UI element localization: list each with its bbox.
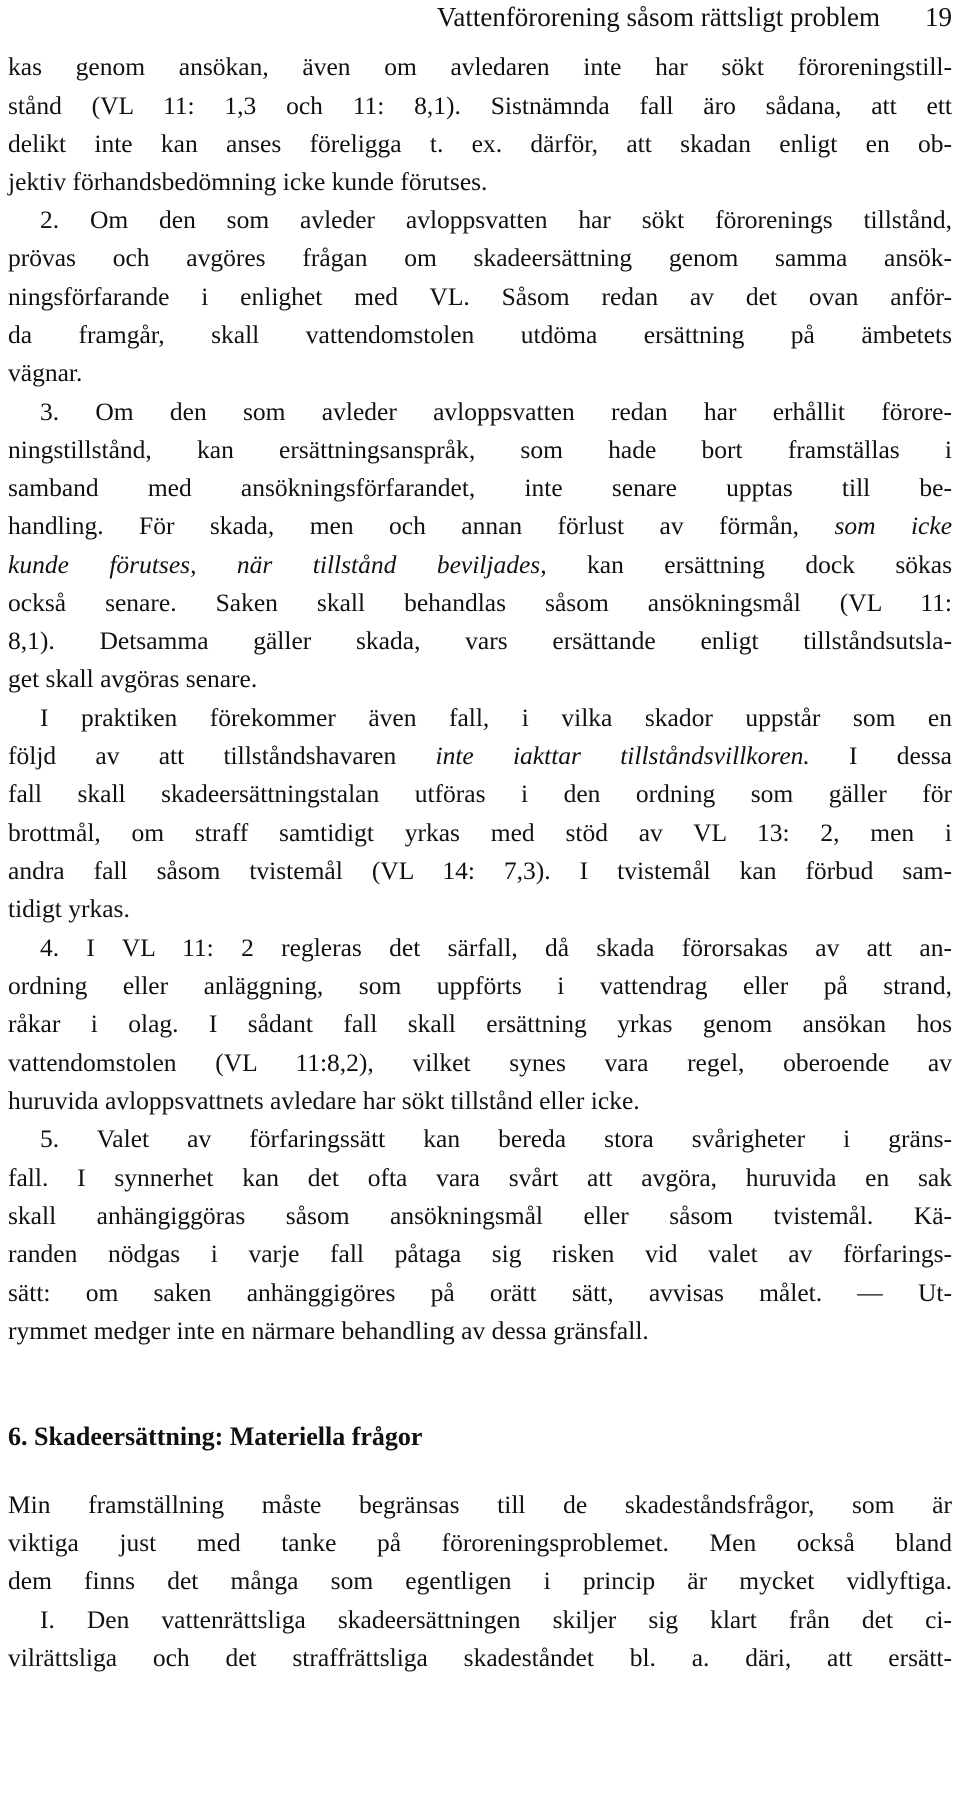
page-number: 19 — [925, 2, 952, 32]
body-line: jektiv förhandsbedömning icke kunde förutses. — [8, 167, 488, 196]
body-line: 4. I VL 11: 2 regleras det särfall, då skada förorsakas av att an- — [40, 933, 952, 962]
body-line — [8, 548, 952, 582]
section-heading: 6. Skadeersättning: Materiella frågor — [8, 1422, 423, 1451]
body-line: stånd (VL 11: 1,3 och 11: 8,1). Sistnämnda fall äro sådana, att ett — [8, 91, 952, 120]
body-line: delikt inte kan anses föreligga t. ex. därför, att skadan enligt en ob- — [8, 129, 952, 158]
body-line-text: handling. För skada, men och annan förlust av förmån, — [8, 511, 800, 540]
body-line-text: I dessa — [849, 741, 952, 770]
body-line: randen nödgas i varje fall påtaga sig risken vid valet av förfarings- — [8, 1239, 952, 1268]
body-line: I praktiken förekommer även fall, i vilka skador uppstår som en — [40, 703, 952, 732]
body-line: också senare. Saken skall behandlas såsom ansökningsmål (VL 11: — [8, 588, 952, 617]
body-line: huruvida avloppsvattnets avledare har sökt tillstånd eller icke. — [8, 1086, 640, 1115]
running-title: Vattenförorening såsom rättsligt problem — [436, 2, 880, 32]
body-line: tidigt yrkas. — [8, 894, 130, 923]
body-line: vägnar. — [8, 358, 83, 387]
body-line: rymmet medger inte en närmare behandling av dessa gränsfall. — [8, 1316, 649, 1345]
body-line: 5. Valet av förfaringssätt kan bereda stora svårigheter i gräns- — [40, 1124, 952, 1153]
italic-phrase: inte iakttar tillståndsvillkoren. — [435, 741, 810, 770]
body-line: I. Den vattenrättsliga skadeersättningen skiljer sig klart från det ci- — [40, 1605, 952, 1634]
body-line: vattendomstolen (VL 11:8,2), vilket synes vara regel, oberoende av — [8, 1048, 952, 1077]
body-line: fall. I synnerhet kan det ofta vara svårt att avgöra, huruvida en sak — [8, 1163, 952, 1192]
body-line-text: följd av att tillståndshavaren — [8, 741, 397, 770]
body-line-text: kan ersättning dock sökas — [587, 550, 952, 579]
body-line: ningsförfarande i enlighet med VL. Såsom redan av det ovan anför- — [8, 282, 952, 311]
body-line: prövas och avgöres frågan om skadeersättning genom samma ansök- — [8, 243, 952, 272]
body-line: get skall avgöras senare. — [8, 664, 258, 693]
body-line: brottmål, om straff samtidigt yrkas med stöd av VL 13: 2, men i — [8, 818, 952, 847]
body-line: skall anhängiggöras såsom ansökningsmål eller såsom tvistemål. Kä- — [8, 1201, 952, 1230]
body-line: da framgår, skall vattendomstolen utdöma ersättning på ämbetets — [8, 320, 952, 349]
body-line: ningstillstånd, kan ersättningsanspråk, som hade bort framställas i — [8, 435, 952, 464]
body-line: dem finns det många som egentligen i princip är mycket vidlyftiga. — [8, 1566, 952, 1595]
body-line: 2. Om den som avleder avloppsvatten har sökt förorenings tillstånd, — [40, 205, 952, 234]
body-line: råkar i olag. I sådant fall skall ersättning yrkas genom ansökan hos — [8, 1009, 952, 1038]
body-line: 3. Om den som avleder avloppsvatten redan har erhållit förore- — [40, 397, 952, 426]
body-line: Min framställning måste begränsas till de skadeståndsfrågor, som är — [8, 1490, 952, 1519]
page-header — [0, 0, 960, 40]
body-line: samband med ansökningsförfarandet, inte senare upptas till be- — [8, 473, 952, 502]
body-line — [8, 509, 952, 543]
body-line: kas genom ansökan, även om avledaren inte har sökt föroreningstill- — [8, 52, 952, 81]
body-line — [8, 739, 952, 773]
body-line: viktiga just med tanke på föroreningsproblemet. Men också bland — [8, 1528, 952, 1557]
body-line: sätt: om saken anhänggigöres på orätt sätt, avvisas målet. — Ut- — [8, 1278, 952, 1307]
italic-phrase: som icke — [834, 511, 953, 540]
body-line: andra fall såsom tvistemål (VL 14: 7,3). I tvistemål kan förbud sam- — [8, 856, 952, 885]
body-line: vilrättsliga och det straffrättsliga skadeståndet bl. a. däri, att ersätt- — [8, 1643, 952, 1672]
body-line: fall skall skadeersättningstalan utföras i den ordning som gäller för — [8, 779, 952, 808]
body-line: 8,1). Detsamma gäller skada, vars ersättande enligt tillståndsutsla- — [8, 626, 952, 655]
italic-phrase: kunde förutses, när tillstånd beviljades, — [8, 550, 547, 579]
body-line: ordning eller anläggning, som uppförts i vattendrag eller på strand, — [8, 971, 952, 1000]
